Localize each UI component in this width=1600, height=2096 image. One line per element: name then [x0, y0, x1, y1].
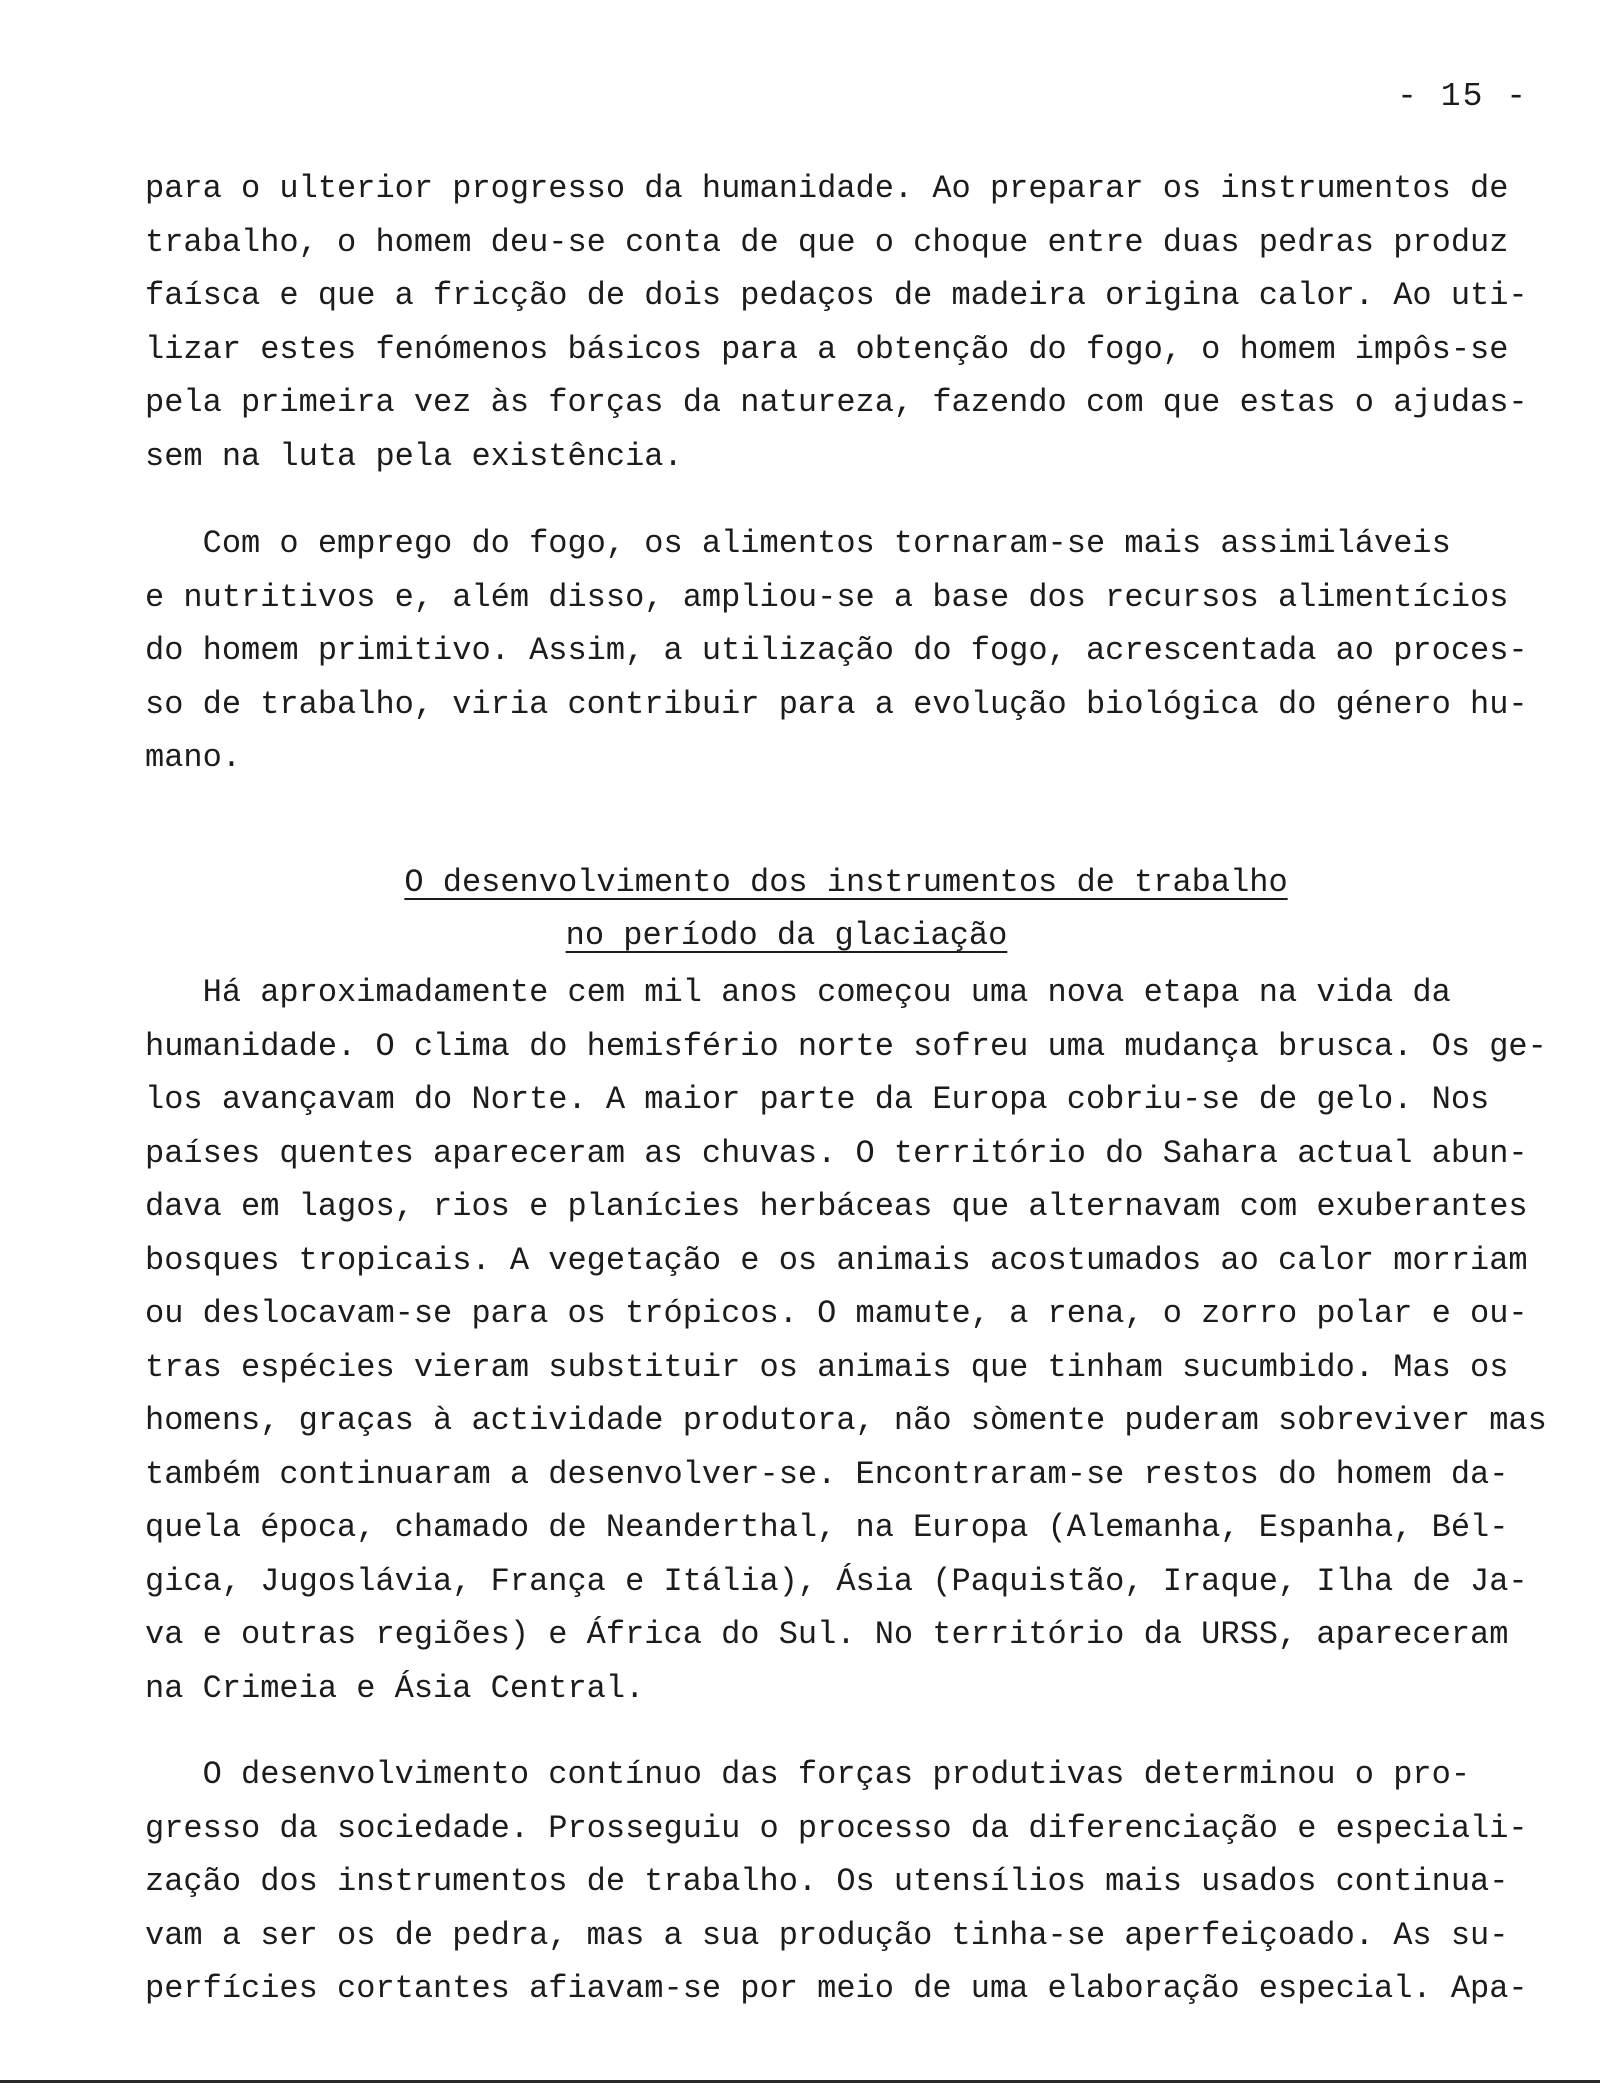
scan-bottom-edge	[0, 2080, 1600, 2083]
paragraph-glaciation	[145, 966, 1545, 1715]
text-line: do homem primitivo. Assim, a utilização do fogo, acrescentada ao proces-	[145, 632, 1528, 669]
text-line: humanidade. O clima do hemisfério norte sofreu uma mudança brusca. Os ge-	[145, 1027, 1547, 1065]
section-heading	[0, 856, 1600, 962]
section-heading-line-1: O desenvolvimento dos instrumentos de trabalho	[404, 864, 1288, 901]
text-line: perfícies cortantes afiavam-se por meio de uma elaboração especial. Apa-	[145, 1970, 1528, 2007]
text-line: sem na luta pela existência.	[145, 437, 683, 475]
text-line: vam a ser os de pedra, mas a sua produção tinha-se aperfeiçoado. As su-	[145, 1916, 1509, 1954]
text-line: na Crimeia e Ásia Central.	[145, 1669, 645, 1707]
text-line: so de trabalho, viria contribuir para a evolução biológica do género hu-	[145, 685, 1528, 723]
text-line: também continuaram a desenvolver-se. Encontraram-se restos do homem da-	[145, 1455, 1509, 1493]
text-line: ou deslocavam-se para os trópicos. O mamute, a rena, o zorro polar e ou-	[145, 1295, 1528, 1332]
text-line: Com o emprego do fogo, os alimentos tornaram-se mais assimiláveis	[145, 525, 1451, 562]
text-line: trabalho, o homem deu-se conta de que o choque entre duas pedras produz	[145, 223, 1509, 261]
text-line: tras espécies vieram substituir os animais que tinham sucumbido. Mas os	[145, 1348, 1509, 1386]
text-line: mano.	[145, 739, 242, 776]
text-line: gresso da sociedade. Prosseguiu o processo da diferenciação e especiali-	[145, 1809, 1528, 1847]
paragraph-productive-forces	[145, 1748, 1545, 2016]
text-line: homens, graças à actividade produtora, não sòmente puderam sobreviver mas	[145, 1402, 1547, 1439]
paragraph-fire-food	[145, 517, 1545, 785]
text-line: O desenvolvimento contínuo das forças produtivas determinou o pro-	[145, 1756, 1471, 1793]
text-line: bosques tropicais. A vegetação e os animais acostumados ao calor morriam	[145, 1241, 1528, 1279]
text-line: los avançavam do Norte. A maior parte da Europa cobriu-se de gelo. Nos	[145, 1081, 1490, 1118]
text-line: Há aproximadamente cem mil anos começou uma nova etapa na vida da	[145, 974, 1451, 1011]
text-line: países quentes apareceram as chuvas. O território do Sahara actual abun-	[145, 1134, 1528, 1172]
text-line: faísca e que a fricção de dois pedaços de madeira origina calor. Ao uti-	[145, 277, 1528, 314]
page-number: - 15 -	[1397, 78, 1528, 115]
text-line: va e outras regiões) e África do Sul. No território da URSS, apareceram	[145, 1616, 1509, 1653]
text-line: para o ulterior progresso da humanidade. Ao preparar os instrumentos de	[145, 170, 1509, 207]
paragraph-fire-use	[145, 162, 1545, 483]
text-line: pela primeira vez às forças da natureza, fazendo com que estas o ajudas-	[145, 384, 1528, 421]
section-heading-line-2: no período da glaciação	[565, 917, 1008, 954]
text-line: dava em lagos, rios e planícies herbáceas que alternavam com exuberantes	[145, 1188, 1528, 1225]
text-line: quela época, chamado de Neanderthal, na Europa (Alemanha, Espanha, Bél-	[145, 1509, 1509, 1546]
text-line: e nutritivos e, além disso, ampliou-se a base dos recursos alimentícios	[145, 578, 1509, 616]
text-line: zação dos instrumentos de trabalho. Os utensílios mais usados continua-	[145, 1863, 1509, 1900]
text-line: lizar estes fenómenos básicos para a obtenção do fogo, o homem impôs-se	[145, 330, 1509, 368]
text-line: gica, Jugoslávia, França e Itália), Ásia (Paquistão, Iraque, Ilha de Ja-	[145, 1562, 1528, 1600]
